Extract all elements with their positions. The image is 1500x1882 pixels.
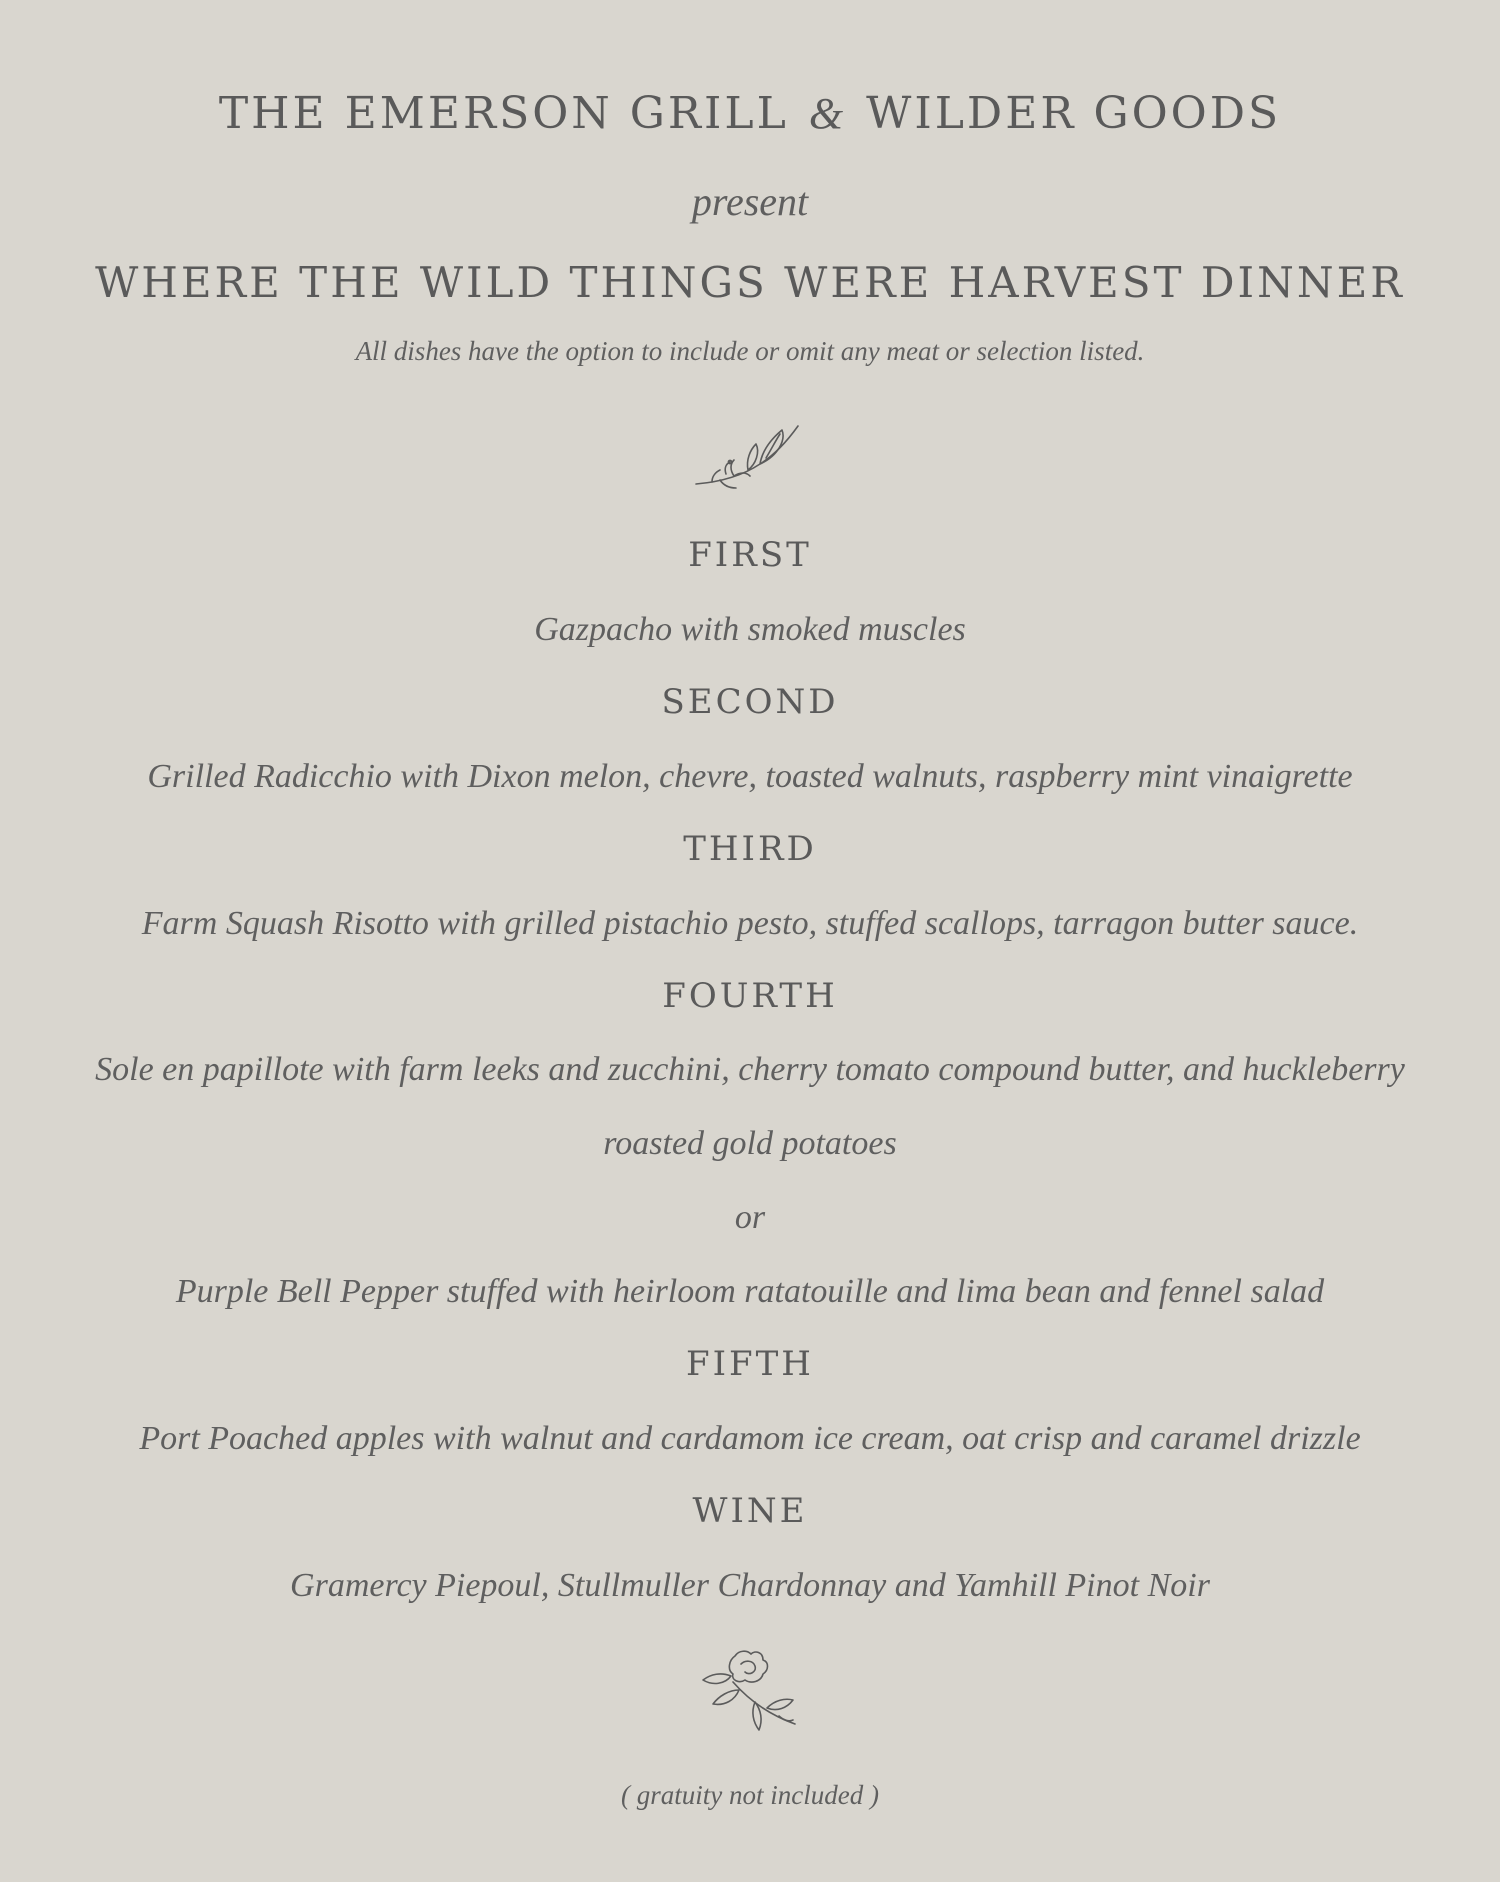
gratuity-note: ( gratuity not included ) [621,1780,879,1810]
present-label: present [691,179,809,224]
course-title-first: FIRST [688,535,812,575]
course-title-wine: WINE [692,1491,808,1531]
course-dish-third: Farm Squash Risotto with grilled pistachio pesto, stuffed scallops, tarragon butter sauce. [141,905,1359,942]
menu-note: All dishes have the option to include or omit any meat or selection listed. [355,336,1145,366]
course-dish-fourth-or: or [734,1199,766,1236]
course-dish-fourth-line-3: Purple Bell Pepper stuffed with heirloom ratatouille and lima bean and fennel salad [175,1273,1325,1310]
course-dish-second: Grilled Radicchio with Dixon melon, chevre, toasted walnuts, raspberry mint vinaigrette [147,758,1353,795]
flower-sprig-icon [0,1646,1500,1736]
course-title-fifth: FIFTH [686,1344,814,1384]
course-dish-fifth: Port Poached apples with walnut and cardamom ice cream, oat crisp and caramel drizzle [139,1420,1361,1457]
course-dish-fourth-line-1: Sole en papillote with farm leeks and zucchini, cherry tomato compound butter, and huckleberry [95,1051,1405,1088]
course-dish-first: Gazpacho with smoked muscles [534,611,966,648]
course-title-third: THIRD [683,829,817,869]
ampersand: & [808,89,847,138]
host-names [0,88,1500,139]
course-dish-wine: Gramercy Piepoul, Stullmuller Chardonnay and Yamhill Pinot Noir [290,1567,1210,1604]
host-right: WILDER GOODS [866,88,1282,139]
leaf-sprig-icon [0,418,1500,498]
course-title-second: SECOND [661,682,839,722]
course-dish-fourth-line-2: roasted gold potatoes [603,1125,897,1162]
course-title-fourth: FOURTH [662,976,838,1016]
event-title: WHERE THE WILD THINGS WERE HARVEST DINNER [95,258,1405,307]
host-left: THE EMERSON GRILL [218,88,789,139]
